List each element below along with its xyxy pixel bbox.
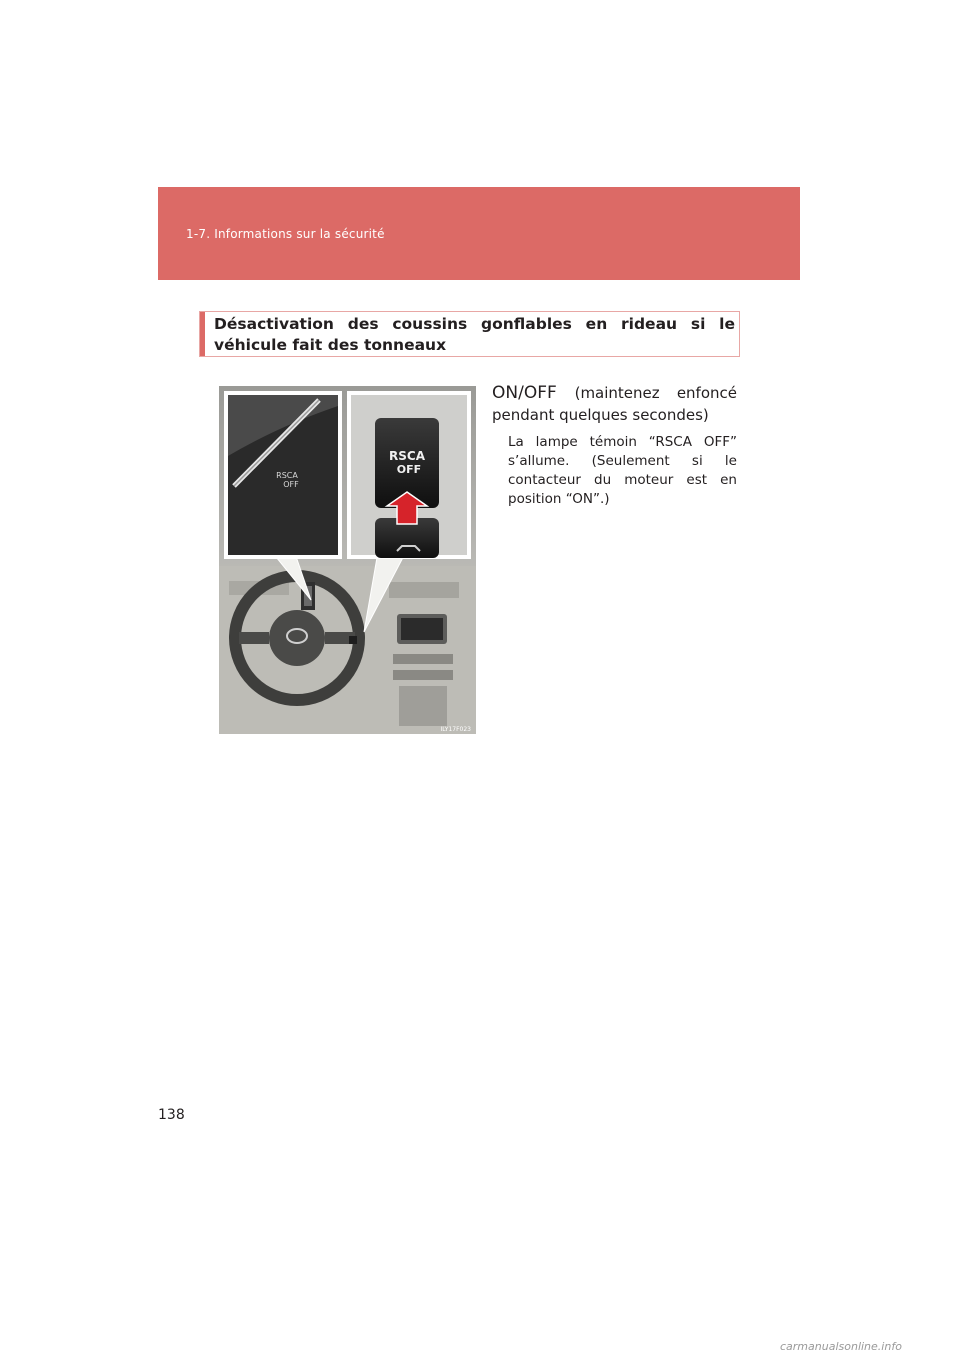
heading-title: Désactivation des coussins gonflables en rideau si le véhicule fait des tonneaux (214, 315, 735, 354)
heading-accent-bar (200, 312, 205, 356)
button-label-line2: OFF (396, 463, 422, 476)
gauge-label-line1: RSCA (276, 471, 298, 480)
figure-code: ILY17F023 (440, 726, 471, 733)
button-label-line1: RSCA (389, 449, 425, 463)
page-number: 138 (158, 1107, 185, 1123)
watermark: carmanualsonline.info (780, 1340, 902, 1353)
section-title: 1-7. Informations sur la sécurité (186, 227, 385, 241)
gauge-label-line2: OFF (283, 480, 299, 489)
heading-box (199, 311, 740, 357)
instruction-line1 (492, 380, 737, 406)
warning-lamp-note: La lampe témoin “RSCA OFF” s’allume. (Seulement si le contacteur du moteur est en position “ON”.) (508, 434, 737, 507)
header-band (158, 187, 800, 280)
dashboard-illustration (219, 386, 476, 734)
dashboard-illustration-svg (219, 386, 476, 734)
instruction-detail-line1: (maintenez enfoncé (574, 384, 738, 402)
instruction-detail-line2: pendant quelques secondes) (492, 406, 709, 424)
instruction-main: ON/OFF (492, 383, 557, 403)
